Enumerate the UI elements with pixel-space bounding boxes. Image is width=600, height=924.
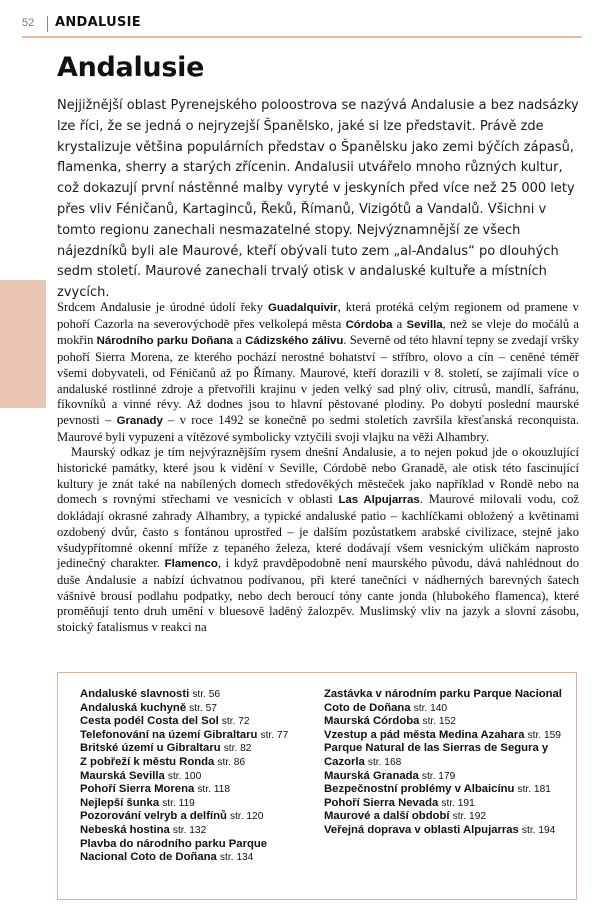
crossref-page: str. 77 xyxy=(260,729,289,741)
crossref-page: str. 119 xyxy=(162,797,195,809)
text-run: a xyxy=(392,316,407,331)
crossref-item[interactable] xyxy=(324,810,564,824)
crossref-item[interactable] xyxy=(80,824,315,838)
intro-text: Nejjižnější oblast Pyrenejského poloostrova se nazývá Andalusie a bez nadsázky lze říci, že se jedná o nejryzejší Španělsko, jaké si lze představit. Právě zde krystalizuje většina populárních představ o Španělsku jako zemi býčích zápasů, flamenka, sherry a starých zřícenin. Andalusii utvářelo mnoho různých kultur, což dokazují první nástěnné malby vyryté v jeskyních před více než 25 000 lety přes vliv Féničanů, Kartaginců, Řeků, Římanů, Vizigótů a Vandalů. Všichni v tomto regionu zanechali nesmazatelné stopy. Nejvýznamnější ze všech nájezdníků byli ale Maurové, kteří obývali tuto zem „al-Andalus“ po dlouhých sedm století. Maurové zanechali trvalý otisk v andaluské kultuře a místních zvycích. xyxy=(57,98,579,301)
text-run: , než se vleje do močálů a mokřin xyxy=(57,316,580,348)
page-header xyxy=(22,8,582,38)
crossref-item[interactable] xyxy=(80,756,315,770)
text-run: . Severně od této hlavní tepny se zvedají vršky pohoří Sierra Morena, ze kterého pochází nerostné bohatství – stříbro, olovo a cín – ceněné téměř všemi dobyvateli, od Féničanů až po Římany. Maurové, kteří dorazili v 8. století, se zajímali více o andaluské rostlinné zdroje a přetvořili krajinu v jeden velký sad plný oliv, citrusů, mandlí, šafránu, fíkovníků a vinné révy. Až dodnes jsou to hlavní pěstované plodiny. Po dobytí poslední maurské pevnosti – xyxy=(57,333,580,427)
crossref-page: str. 132 xyxy=(172,824,207,836)
crossref-column-left xyxy=(80,688,315,865)
text-run: Maurský odkaz je tím nejvýraznějším rysem dnešní Andalusie, a to nejen pokud jde o okouzlující historické památky, které jsou k vidění v Seville, Córdobě nebo Granadě, ale otisk této fascinující kultury je znát také na nabílených domech středověkých městeček jako například v Rondě nebo na domech s rovnými střechami ve vesnicích v oblasti xyxy=(57,445,579,507)
crossref-title: Maurská Sevilla xyxy=(80,769,165,782)
crossref-item[interactable] xyxy=(80,810,315,824)
crossref-title: Pohoří Sierra Nevada xyxy=(324,796,439,809)
crossref-title: Britské území u Gibraltaru xyxy=(80,742,221,755)
crossref-item[interactable] xyxy=(80,702,315,716)
place-name: Granady xyxy=(116,414,163,427)
text-run: . Maurové milovali vodu, což dokládají okrasné zahrady Alhambry, a typické andaluské patio – kachlíčkami obložený a květinami ozdobený dvůr, často s fontánou uprostřed – je dalším pozůstatkem arabské civilizace, stejně jako všudypřítomné okenní mříže z tepaného železa, které dodávají všem vesnickým uličkám naprosto jedinečný charakter. xyxy=(57,492,579,571)
crossref-title: Maurská Granada xyxy=(324,769,419,782)
crossref-title: Pohoří Sierra Morena xyxy=(80,783,195,796)
intro-paragraph xyxy=(57,96,579,304)
body-paragraph xyxy=(57,445,579,635)
crossref-item[interactable] xyxy=(324,715,564,729)
crossref-item[interactable] xyxy=(324,729,564,743)
keyword: Flamenco xyxy=(164,558,218,571)
crossref-page: str. 86 xyxy=(217,756,246,768)
crossref-title: Andaluská kuchyně xyxy=(80,701,187,714)
crossref-title: Andaluské slavnosti xyxy=(80,688,190,700)
text-run: a xyxy=(232,333,246,348)
crossref-title: Z pobřeží k městu Ronda xyxy=(80,755,215,768)
crossref-page: str. 181 xyxy=(517,784,551,796)
crossref-item[interactable] xyxy=(80,729,315,743)
header-divider xyxy=(47,16,48,32)
crossref-title: Vzestup a pád města Medina Azahara xyxy=(324,728,525,741)
crossref-title: Nejlepší šunka xyxy=(80,796,160,809)
crossref-page: str. 120 xyxy=(229,811,264,823)
crossref-page: str. 192 xyxy=(452,811,487,823)
crossref-title: Maurové a další období xyxy=(324,810,450,823)
running-head: ANDALUSIE xyxy=(55,15,141,30)
crossref-title: Nebeská hostina xyxy=(80,823,170,836)
place-name: Guadalquivir xyxy=(267,302,338,314)
crossref-title: Pozorování velryb a delfínů xyxy=(80,810,227,823)
crossref-item[interactable] xyxy=(80,742,315,756)
page-number: 52 xyxy=(22,17,35,29)
crossref-page: str. 159 xyxy=(527,729,561,741)
crossref-page: str. 191 xyxy=(441,797,475,809)
place-name: Córdoba xyxy=(345,318,393,331)
crossref-item[interactable] xyxy=(324,797,564,811)
crossref-page: str. 72 xyxy=(221,716,250,728)
crossref-item[interactable] xyxy=(80,715,315,729)
place-name: Las Alpujarras xyxy=(338,494,420,507)
crossref-item[interactable] xyxy=(324,824,564,838)
crossref-page: str. 56 xyxy=(192,689,221,700)
text-run: – v roce 1492 se konečně po sedmi stoletích završila křesťanská reconquista. Maurové byli vypuzeni a vítězové symbolicky vztyčili svoji vlajku na věži Alhambry. xyxy=(57,412,579,444)
place-name: Národního parku Doñana xyxy=(96,335,233,348)
crossref-title: Telefonování na území Gibraltaru xyxy=(80,728,258,741)
crossref-page: str. 82 xyxy=(223,743,252,755)
crossref-title: Plavba do národního parku Parque Nacional Coto de Doñana xyxy=(80,837,268,864)
crossref-item[interactable] xyxy=(80,688,315,702)
crossref-item[interactable] xyxy=(324,770,564,784)
crossref-page: str. 140 xyxy=(413,702,448,714)
crossref-page: str. 179 xyxy=(421,770,456,782)
body-text xyxy=(57,300,579,636)
header-rule xyxy=(22,36,582,38)
crossref-page: str. 134 xyxy=(219,852,254,864)
crossref-page: str. 100 xyxy=(167,770,202,782)
crossref-item[interactable] xyxy=(80,838,315,865)
crossref-box xyxy=(57,672,577,900)
crossref-title: Zastávka v národním parku Parque Nacional Coto de Doñana xyxy=(324,688,562,714)
crossref-item[interactable] xyxy=(80,783,315,797)
crossref-title: Veřejná doprava v oblasti Alpujarras xyxy=(324,823,519,836)
body-paragraph xyxy=(57,300,579,445)
crossref-item[interactable] xyxy=(324,688,564,715)
crossref-page: str. 168 xyxy=(367,756,402,768)
text-run: , která protéká celým regionem od pramene v pohoří Cazorla na severovýchodě přes velkolepá města xyxy=(57,300,579,331)
place-name: Sevilla xyxy=(406,318,443,331)
chapter-side-tab xyxy=(0,280,46,408)
crossref-item[interactable] xyxy=(80,797,315,811)
article-title: Andalusie xyxy=(57,52,205,83)
crossref-title: Parque Natural de las Sierras de Segura y Cazorla xyxy=(324,742,549,768)
crossref-column-right xyxy=(324,688,564,838)
crossref-page: str. 194 xyxy=(521,824,556,836)
crossref-page: str. 57 xyxy=(189,702,217,714)
crossref-item[interactable] xyxy=(80,770,315,784)
crossref-item[interactable] xyxy=(324,742,564,769)
crossref-title: Cesta podél Costa del Sol xyxy=(80,715,219,728)
crossref-item[interactable] xyxy=(324,783,564,797)
crossref-page: str. 118 xyxy=(197,784,230,796)
crossref-title: Bezpečnostní problémy v Albaicínu xyxy=(324,783,515,796)
place-name: Cádizského zálivu xyxy=(245,335,344,348)
crossref-page: str. 152 xyxy=(422,716,456,728)
text-run: , i když pravděpodobně není maurského původu, dává nahlédnout do duše Andalusie a nabízí úchvatnou podívanou, při které tanečníci v nádherných barevných šatech vášnivě brousí podlahu podpatky, nebo dech beroucí tóny cante jonda (hlubokého flamenca), které proměňují tento druh umění v bluesově laděný žalozpěv. Muslimský vliv na jazyk a slovní zásobu, stoický fatalismus v reakci na xyxy=(57,556,580,635)
crossref-title: Maurská Córdoba xyxy=(324,715,420,728)
text-run: Srdcem Andalusie je úrodné údolí řeky xyxy=(57,300,268,314)
